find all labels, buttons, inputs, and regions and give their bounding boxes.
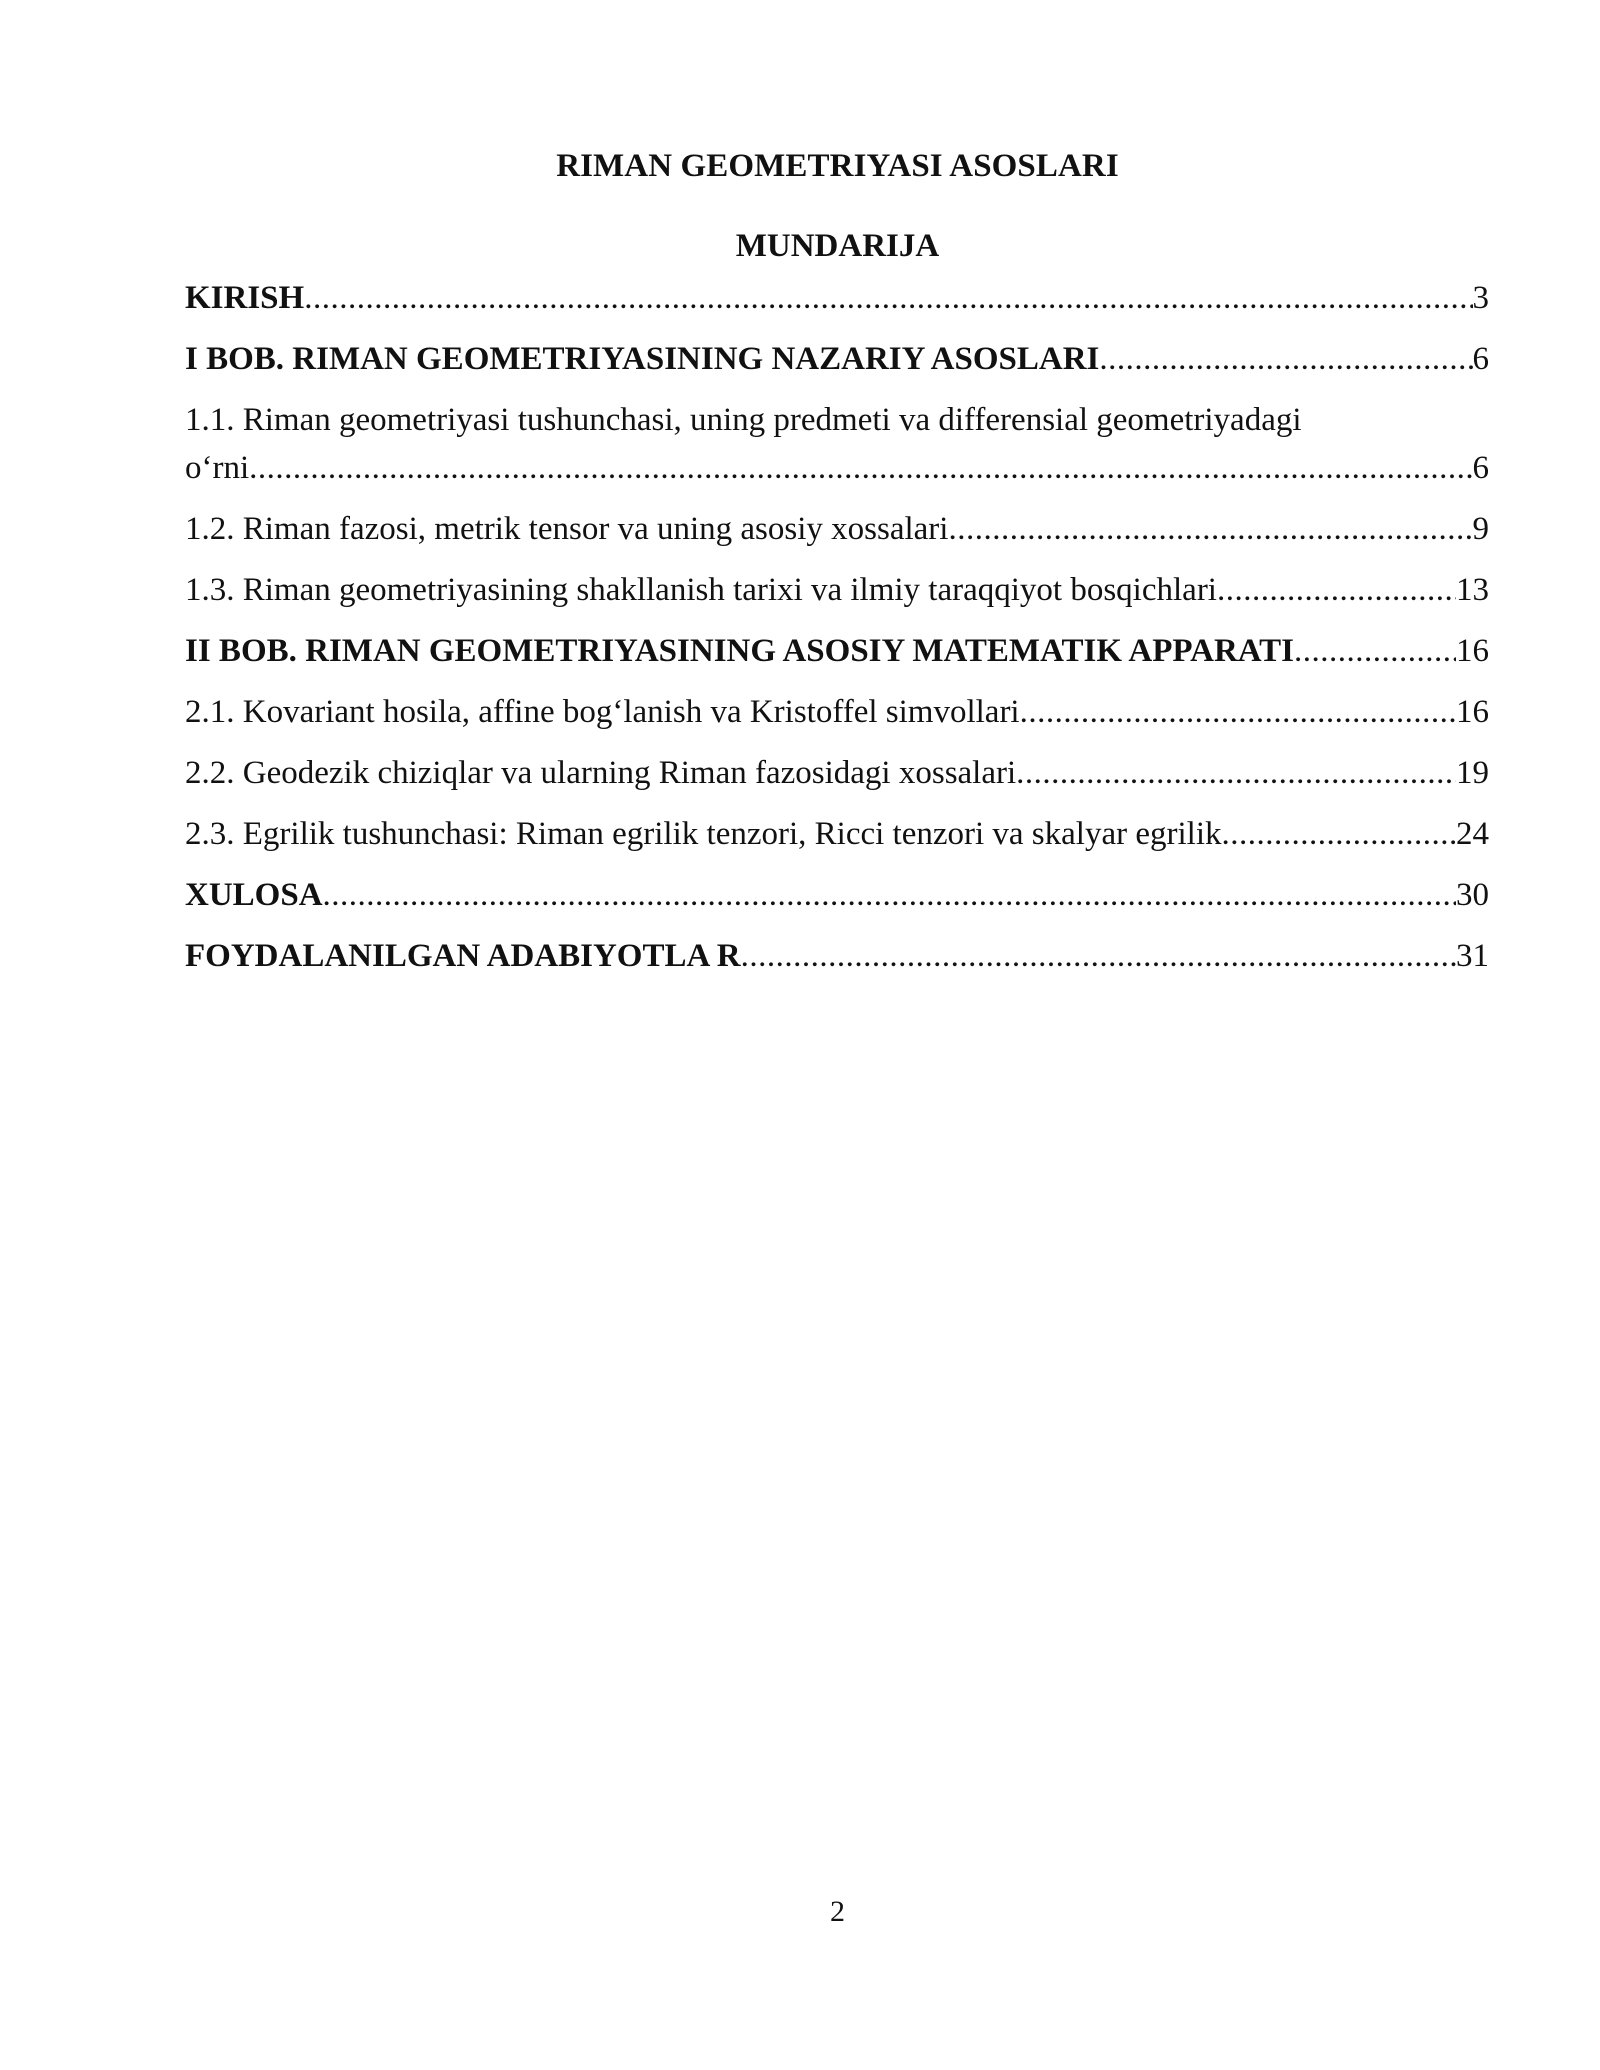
toc-page-number: 30: [1456, 877, 1489, 913]
toc-page-number: 24: [1456, 816, 1489, 852]
toc-entry-chapter-1[interactable]: [185, 335, 1489, 383]
toc-entry-label: KIRISH: [185, 280, 305, 316]
toc-page-number: 13: [1456, 572, 1489, 608]
document-title: RIMAN GEOMETRIYASI ASOSLARI: [556, 148, 1119, 184]
toc-entry-label: 1.3. Riman geometriyasining shakllanish tarixi va ilmiy taraqqiyot bosqichlari: [185, 572, 1217, 608]
toc-leader: [304, 274, 1472, 322]
toc-entry-xulosa[interactable]: [185, 871, 1489, 919]
toc-entry-label-line1: 1.1. Riman geometriyasi tushunchasi, uning predmeti va differensial geometriyadagi: [185, 402, 1302, 438]
toc-leader: [948, 505, 1472, 553]
toc-entry-label: II BOB. RIMAN GEOMETRIYASINING ASOSIY MATEMATIK APPARATI: [185, 633, 1295, 669]
toc-heading: MUNDARIJA: [735, 228, 940, 264]
toc-entry-section-1-1[interactable]: [185, 396, 1489, 492]
toc-page-number: 6: [1472, 341, 1489, 377]
toc-leader: [249, 444, 1472, 492]
toc-entry-label: o‘rni: [185, 450, 250, 486]
toc-page-number: 19: [1456, 755, 1489, 791]
toc-page-number: 9: [1472, 511, 1489, 547]
toc-page-number: 16: [1456, 633, 1489, 669]
toc-leader: [1099, 335, 1472, 383]
toc-entry-label: FOYDALANILGAN ADABIYOTLA R: [185, 938, 741, 974]
toc-leader: [1020, 688, 1456, 736]
toc-page-number: 3: [1472, 280, 1489, 316]
toc-entry-section-2-1[interactable]: [185, 688, 1489, 736]
toc-leader: [1217, 566, 1456, 614]
toc-entry-section-2-2[interactable]: [185, 749, 1489, 797]
toc-entry-label: 2.1. Kovariant hosila, affine bog‘lanish va Kristoffel simvollari: [185, 694, 1020, 730]
toc-entry-section-2-3[interactable]: [185, 810, 1489, 858]
toc-page-number: 16: [1456, 694, 1489, 730]
toc-entry-section-1-2[interactable]: [185, 505, 1489, 553]
toc-entry-references[interactable]: [185, 932, 1489, 980]
toc-entry-chapter-2[interactable]: [185, 627, 1489, 675]
page-number: 2: [830, 1895, 845, 1928]
toc-entry-label: 2.2. Geodezik chiziqlar va ularning Riman fazosidagi xossalari: [185, 755, 1017, 791]
toc-page-number: 6: [1472, 450, 1489, 486]
toc-entry-label: XULOSA: [185, 877, 323, 913]
table-of-contents: [185, 274, 1489, 980]
toc-leader: [1222, 810, 1457, 858]
toc-entry-kirish[interactable]: [185, 274, 1489, 322]
toc-leader: [1016, 749, 1456, 797]
toc-entry-label: 1.2. Riman fazosi, metrik tensor va uning asosiy xossalari: [185, 511, 949, 547]
toc-leader: [741, 932, 1456, 980]
toc-entry-label: 2.3. Egrilik tushunchasi: Riman egrilik tenzori, Ricci tenzori va skalyar egrilik: [185, 816, 1222, 852]
toc-entry-label: I BOB. RIMAN GEOMETRIYASINING NAZARIY ASOSLARI: [185, 341, 1100, 377]
toc-page-number: 31: [1456, 938, 1489, 974]
toc-leader: [323, 871, 1456, 919]
toc-leader: [1294, 627, 1456, 675]
toc-entry-section-1-3[interactable]: [185, 566, 1489, 614]
